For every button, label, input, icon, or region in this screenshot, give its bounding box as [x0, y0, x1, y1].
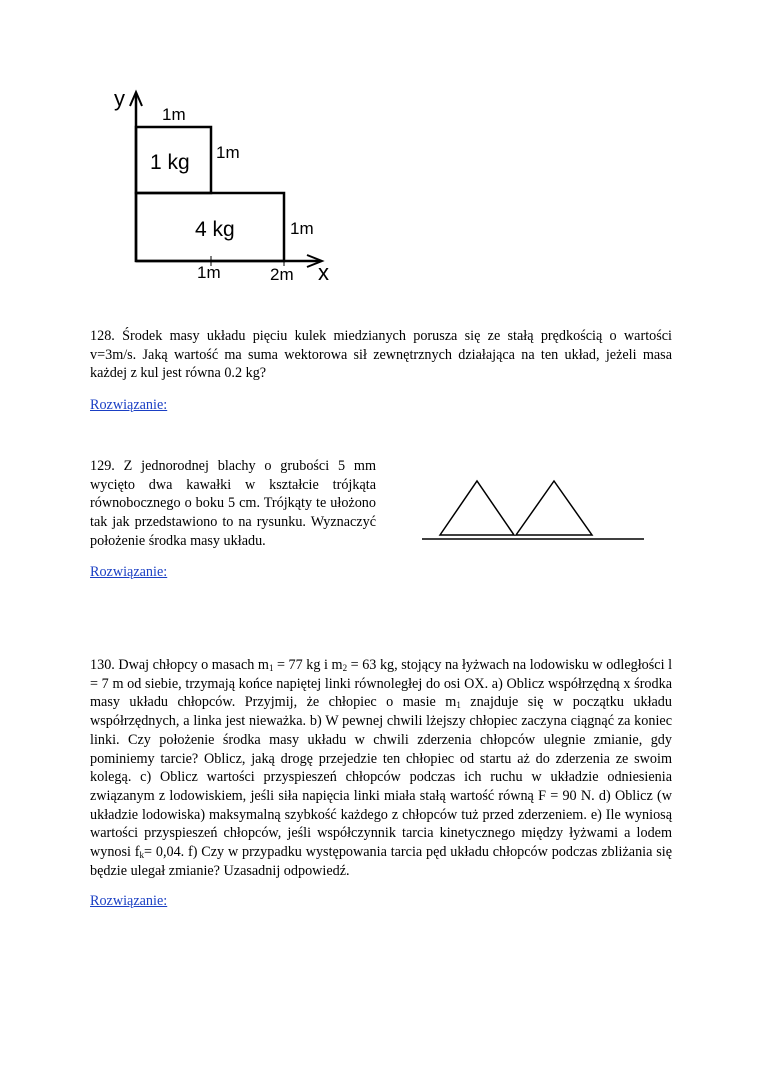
triangle-right — [516, 481, 592, 535]
problem-128-number: 128. — [90, 328, 115, 344]
problem-130 — [90, 656, 672, 880]
tick1-label: 1m — [197, 263, 221, 282]
solution-link-128[interactable]: Rozwiązanie: — [90, 397, 168, 413]
problem-130-text-c: = 77 kg i m — [273, 657, 343, 673]
subscript-1: 1 — [268, 663, 274, 673]
subscript-1b: 1 — [456, 700, 461, 711]
problem-129-number: 129. — [90, 458, 115, 474]
blocks-figure — [100, 80, 350, 290]
problem-130-number: 130. — [90, 657, 115, 673]
problem-130-text-a: Dwaj chłopcy o masach m — [118, 657, 269, 673]
subscript-k: k — [139, 850, 145, 861]
solution-link-129[interactable]: Rozwiązanie: — [90, 564, 168, 580]
problem-128 — [90, 327, 672, 383]
big-height-label: 1m — [290, 219, 314, 238]
small-height-label: 1m — [216, 143, 240, 162]
y-label: y — [114, 86, 125, 111]
small-mass-label: 1 kg — [150, 151, 190, 174]
big-mass-label: 4 kg — [195, 218, 235, 241]
solution-link-130[interactable]: Rozwiązanie: — [90, 893, 168, 909]
problem-130-text-g: znajduje się w początku układu współrzędnych, a linka jest nieważka. b) W pewnej chwili lżejszy chłopiec zaczyna ciągnąć za koniec linki. Czy położenie środka masy układu w chwili zderzenia chłopców ulegnie zmianie, gdy pominiemy tarcie? Oblicz, jaką drogę przejedzie ten chłopiec od startu aż do zderzenia ze swoim kolegą. c) Oblicz wartości przyspieszeń chłopców podczas ich ruchu w układzie odniesienia związanym z lodowiskiem, jeśli siła napięcia linki miała stałą wartość równą F = 90 N. d) Oblicz (w układzie lodowiska) maksymalną szybkość każdego z chłopców tuż przed zderzeniem. e) Ile wyniosą wartości przyspieszeń chłopców, jeśli współczynnik tarcia kinetycznego między łyżwami a lodem wynosi f — [90, 694, 672, 861]
triangle-left — [440, 481, 514, 535]
triangles-figure — [418, 472, 650, 546]
top-width-label: 1m — [162, 105, 186, 124]
problem-129 — [90, 457, 376, 551]
problem-130-text-i: = 0,04. f) Czy w przypadku występowania tarcia pęd układu chłopców podczas zbliżania się będzie ulegał zmianie? Uzasadnij odpowiedź. — [90, 844, 672, 879]
problem-128-text: Środek masy układu pięciu kulek miedzianych porusza się ze stałą prędkością o wartości v=3m/s. Jaką wartość ma suma wektorowa sił zewnętrznych działająca na ten układ, jeżeli masa każdej z kul jest równa 0.2 kg? — [90, 328, 672, 382]
tick2-label: 2m — [270, 265, 294, 284]
problem-130-text-e: = 63 kg, stojący na łyżwach na lodowisku w odległości l = 7 m od siebie, trzymają końce napiętej linki równoległej do osi OX. a) Oblicz współrzędną x środka masy układu chłopców. Przyjmij, że chłopiec o masie m — [90, 657, 673, 711]
problem-129-text: Z jednorodnej blachy o grubości 5 mm wycięto dwa kawałki w kształcie trójkąta równobocznego o boku 5 cm. Trójkąty te ułożono tak jak przedstawiono to na rysunku. Wyznaczyć położenie środka masy układu. — [90, 458, 376, 549]
x-label: x — [318, 260, 329, 285]
subscript-2: 2 — [342, 663, 348, 673]
